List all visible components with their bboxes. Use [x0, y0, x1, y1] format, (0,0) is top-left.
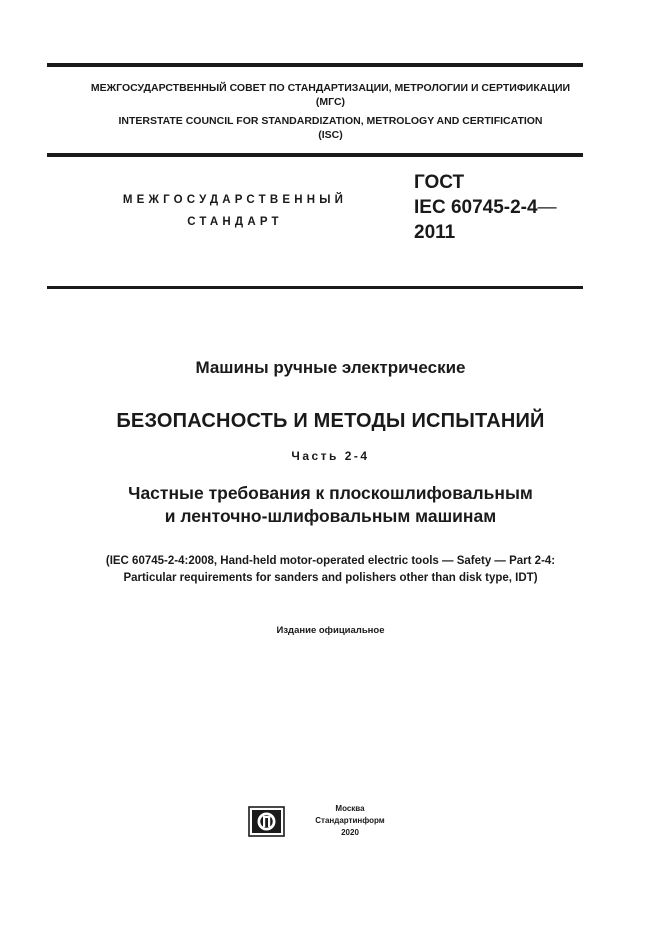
- standard-label: [110, 189, 360, 233]
- standard-rule: [47, 286, 583, 289]
- standartinform-logo-icon: [248, 806, 285, 837]
- top-rule: [47, 63, 583, 67]
- iec-reference: [0, 553, 661, 587]
- publisher-city: Москва: [335, 804, 365, 813]
- gost-dash: —: [537, 197, 557, 218]
- standard-label-line2: СТАНДАРТ: [187, 216, 283, 228]
- council-abbr-ru: (МГС): [315, 96, 346, 108]
- gost-number: IEC 60745-2-4: [414, 197, 538, 218]
- gost-year: 2011: [414, 222, 456, 243]
- gost-word: ГОСТ: [414, 172, 465, 193]
- gost-number-line: [414, 195, 557, 220]
- council-block: [0, 81, 661, 142]
- edition-label: Издание официальное: [276, 625, 385, 636]
- part-label: Часть 2-4: [291, 449, 370, 463]
- main-title: БЕЗОПАСНОСТЬ И МЕТОДЫ ИСПЫТАНИЙ: [116, 410, 545, 432]
- particular-title-line2: и ленточно-шлифовальным машинам: [164, 506, 497, 526]
- iec-reference-line1: (IEC 60745-2-4:2008, Hand-held motor-operated electric tools — Safety — Part 2-4:: [105, 555, 556, 567]
- subject-title: Машины ручные электрические: [195, 358, 466, 377]
- gost-designation: [414, 170, 557, 245]
- standard-label-line1: МЕЖГОСУДАРСТВЕННЫЙ: [122, 194, 348, 206]
- council-rule: [47, 153, 583, 157]
- council-abbr-en: (ISC): [318, 129, 343, 141]
- publisher-year: 2020: [341, 828, 359, 837]
- particular-title-line1: Частные требования к плоскошлифовальным: [128, 483, 533, 503]
- council-name-en: INTERSTATE COUNCIL FOR STANDARDIZATION, METROLOGY AND CERTIFICATION: [118, 115, 543, 127]
- publisher-name: Стандартинформ: [315, 816, 385, 825]
- iec-reference-line2: Particular requirements for sanders and polishers other than disk type, IDT): [123, 572, 538, 584]
- council-name-ru: МЕЖГОСУДАРСТВЕННЫЙ СОВЕТ ПО СТАНДАРТИЗАЦИИ, МЕТРОЛОГИИ И СЕРТИФИКАЦИИ: [90, 82, 571, 94]
- particular-title: [0, 482, 661, 528]
- publisher-block: [305, 803, 395, 839]
